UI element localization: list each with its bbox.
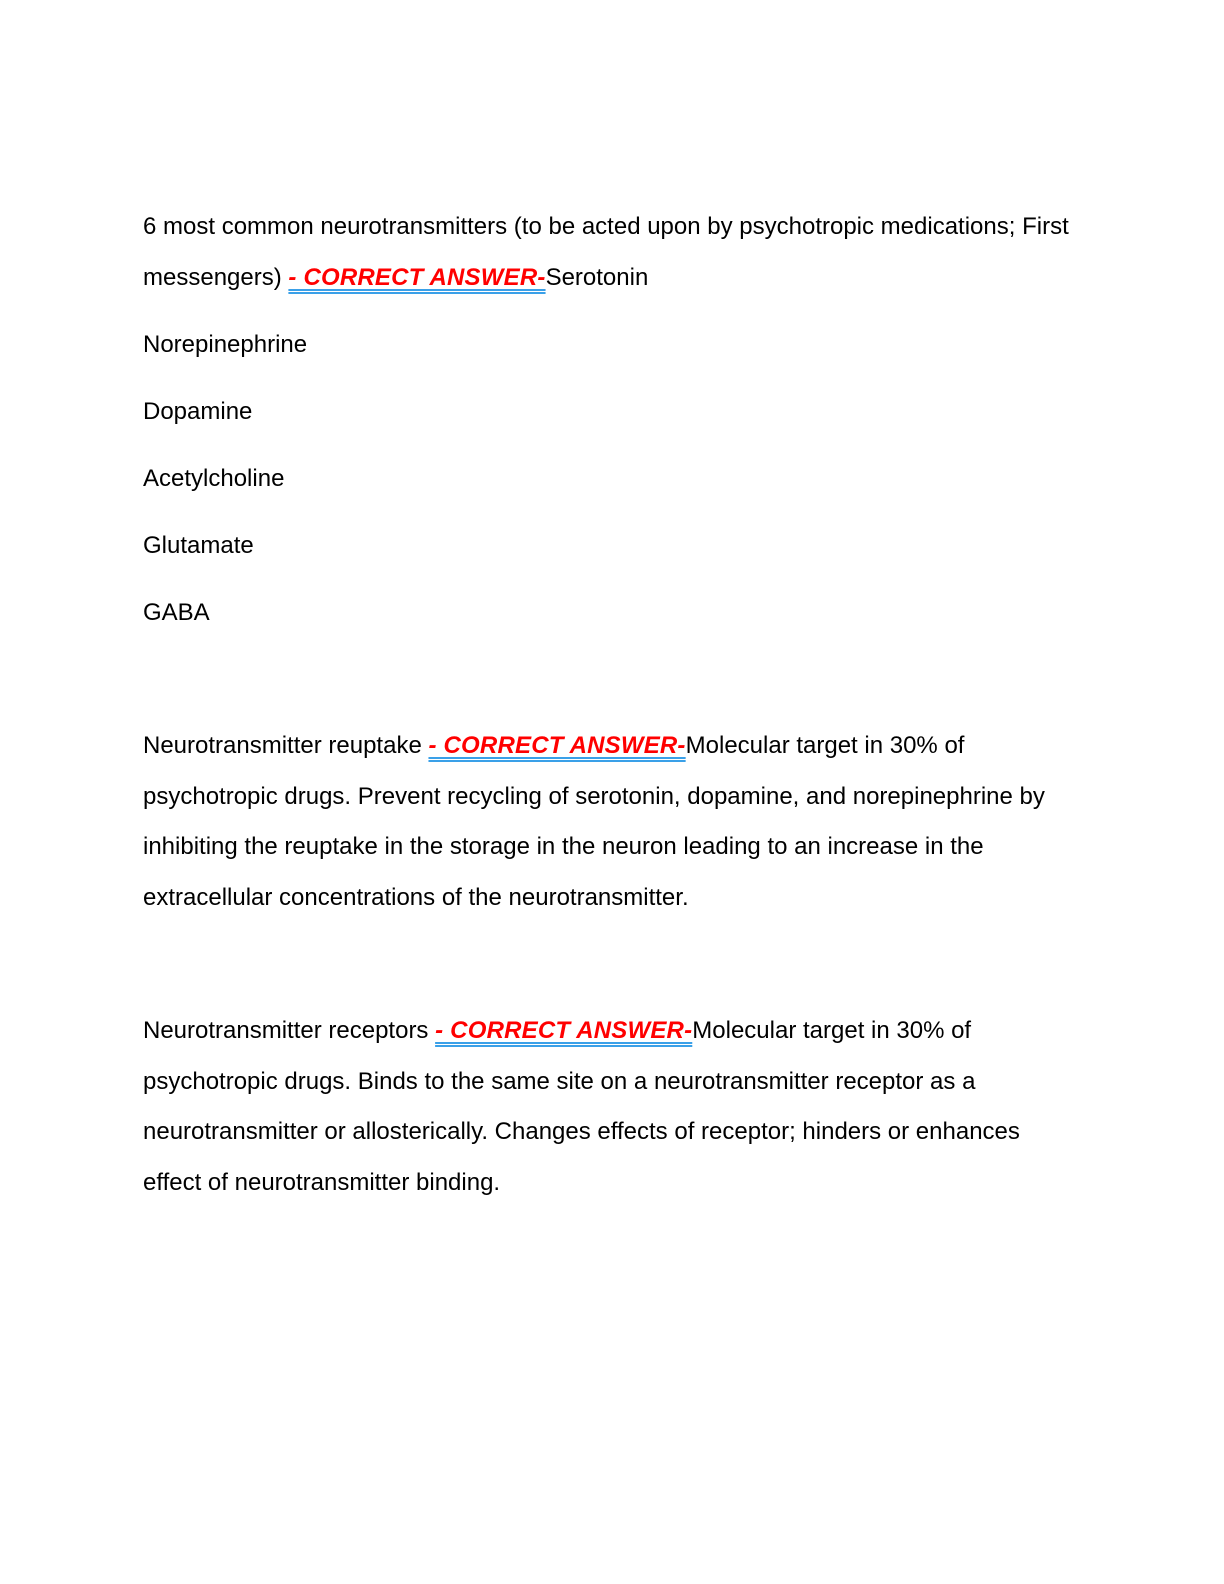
qa-entry [143,721,1073,923]
answer-list-item: Norepinephrine [143,331,308,358]
qa-paragraph [143,202,1073,303]
answer-list-item: Dopamine [143,398,253,425]
correct-answer-marker: - CORRECT ANSWER- [288,263,546,291]
qa-paragraph [143,1006,1073,1208]
correct-answer-marker: - CORRECT ANSWER- [428,732,686,759]
answer-text: Serotonin [545,263,649,291]
question-text: Neurotransmitter receptors [143,1017,429,1044]
answer-list-item: GABA [143,599,210,626]
answer-text: Molecular target in 30% of psychotropic drugs. Binds to the same site on a neurotransmitter receptor as a neurotransmitter or allosterically. Changes effects of receptor; hinders or enhances effect of neurotransmitter binding. [143,1017,1020,1196]
answer-text: Molecular target in 30% of psychotropic drugs. Prevent recycling of serotonin, dopamine, and norepinephrine by inhibiting the reuptake in the storage in the neuron leading to an increase in the extracellular concentrations of the neurotransmitter. [143,732,1045,911]
document-content [143,202,1073,1208]
qa-paragraph [143,721,1073,923]
correct-answer-marker: - CORRECT ANSWER- [435,1017,693,1044]
answer-list-item: Glutamate [143,532,254,559]
answer-list-item: Acetylcholine [143,465,285,492]
question-text: Neurotransmitter reuptake [143,732,422,759]
qa-entry [143,1006,1073,1208]
question-text: 6 most common neurotransmitters (to be acted upon by psychotropic medications; First messengers) [143,213,1069,291]
qa-entry [143,202,1073,638]
